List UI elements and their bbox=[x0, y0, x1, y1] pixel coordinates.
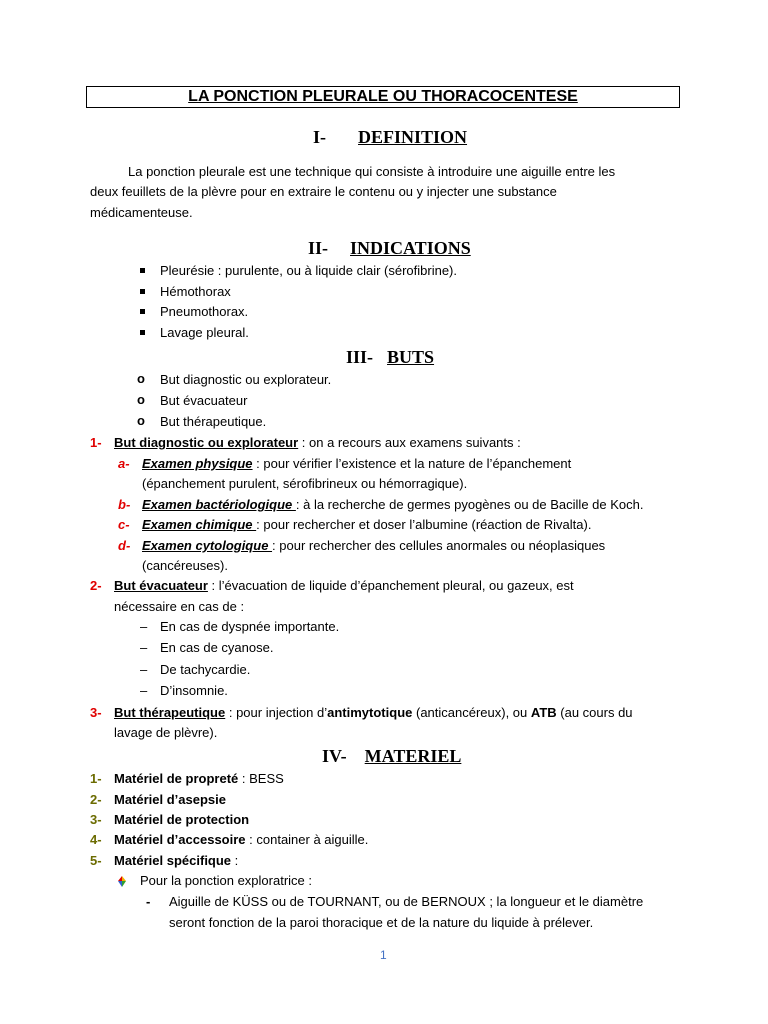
aiguille-line-1: Aiguille de KÜSS ou de TOURNANT, ou de BERNOUX ; la longueur et le diamètre bbox=[169, 894, 644, 909]
but-therapeutique-label: But thérapeutique bbox=[114, 705, 226, 720]
materiel-item bbox=[114, 811, 249, 829]
square-bullet-icon bbox=[140, 268, 145, 273]
indication-item: Lavage pleural. bbox=[160, 325, 249, 340]
section-heading-materiel bbox=[322, 745, 461, 767]
exam-label: Examen chimique bbox=[142, 517, 257, 532]
list-number: 3- bbox=[90, 705, 102, 720]
dash-bullet-icon: – bbox=[140, 640, 148, 655]
page-number: 1 bbox=[380, 948, 387, 962]
materiel-text: : BESS bbox=[238, 771, 284, 786]
section-heading-buts bbox=[346, 346, 434, 368]
section-label: DEFINITION bbox=[358, 127, 468, 147]
materiel-item bbox=[114, 831, 368, 849]
exam-continuation: (cancéreuses). bbox=[142, 558, 228, 573]
but-therapeutique-text: : pour injection d’ bbox=[225, 705, 328, 720]
materiel-label: Matériel d’accessoire bbox=[114, 832, 246, 847]
section-number: I- bbox=[313, 127, 326, 147]
but-diagnostic-text: : on a recours aux examens suivants : bbox=[298, 435, 521, 450]
but-evacuateur-text: : l’évacuation de liquide d’épanchement pleural, ou gazeux, est bbox=[207, 578, 574, 593]
exam-item bbox=[142, 537, 605, 555]
materiel-label: Matériel de propreté bbox=[114, 771, 239, 786]
section-number: IV- bbox=[322, 746, 347, 766]
case-item: En cas de dyspnée importante. bbox=[160, 619, 340, 634]
but-therapeutique-text: (au cours du bbox=[556, 705, 633, 720]
exam-item bbox=[142, 516, 591, 534]
exam-label: Examen physique bbox=[142, 456, 253, 471]
ponction-exploratrice-item: Pour la ponction exploratrice : bbox=[140, 873, 312, 888]
list-number: 4- bbox=[90, 832, 102, 847]
case-item: De tachycardie. bbox=[160, 662, 251, 677]
but-evacuateur-heading bbox=[114, 577, 574, 595]
exam-continuation: (épanchement purulent, sérofibrineux ou hémorragique). bbox=[142, 476, 468, 491]
list-letter: c- bbox=[118, 517, 130, 532]
but-evacuateur-continuation: nécessaire en cas de : bbox=[114, 599, 245, 614]
exam-text: : pour rechercher des cellules anormales ou néoplasiques bbox=[272, 538, 606, 553]
case-item: D’insomnie. bbox=[160, 683, 228, 698]
but-therapeutique-continuation: lavage de plèvre). bbox=[114, 725, 218, 740]
definition-line-1: La ponction pleurale est une technique qui consiste à introduire une aiguille entre les bbox=[128, 164, 616, 179]
o-bullet-icon: o bbox=[137, 392, 145, 407]
but-therapeutique-text: (anticancéreux), ou bbox=[412, 705, 531, 720]
indication-item: Hémothorax bbox=[160, 284, 231, 299]
exam-text: : pour rechercher et doser l’albumine (réaction de Rivalta). bbox=[256, 517, 592, 532]
arrow-bullet-icon bbox=[116, 876, 128, 888]
o-bullet-icon: o bbox=[137, 371, 145, 386]
list-number: 1- bbox=[90, 435, 102, 450]
list-number: 3- bbox=[90, 812, 102, 827]
list-number: 2- bbox=[90, 792, 102, 807]
section-number: II- bbox=[308, 238, 329, 258]
materiel-item bbox=[114, 791, 226, 809]
square-bullet-icon bbox=[140, 309, 145, 314]
definition-line-3: médicamenteuse. bbox=[90, 205, 193, 220]
dash-bullet-icon: – bbox=[140, 683, 148, 698]
aiguille-line-2: seront fonction de la paroi thoracique et de la nature du liquide à prélever. bbox=[169, 915, 594, 930]
atb-term: ATB bbox=[530, 705, 557, 720]
exam-text: : à la recherche de germes pyogènes ou de Bacille de Koch. bbox=[295, 497, 644, 512]
list-number: 5- bbox=[90, 853, 102, 868]
definition-line-2: deux feuillets de la plèvre pour en extraire le contenu ou y injecter une substance bbox=[90, 184, 557, 199]
materiel-label: Matériel de protection bbox=[114, 812, 250, 827]
but-item: But diagnostic ou explorateur. bbox=[160, 372, 332, 387]
list-letter: b- bbox=[118, 497, 131, 512]
list-number: 1- bbox=[90, 771, 102, 786]
but-item: But thérapeutique. bbox=[160, 414, 267, 429]
exam-label: Examen bactériologique bbox=[142, 497, 296, 512]
case-item: En cas de cyanose. bbox=[160, 640, 274, 655]
but-therapeutique-heading bbox=[114, 704, 633, 722]
materiel-label: Matériel d’asepsie bbox=[114, 792, 226, 807]
list-number: 2- bbox=[90, 578, 102, 593]
but-diagnostic-label: But diagnostic ou explorateur bbox=[114, 435, 299, 450]
but-item: But évacuateur bbox=[160, 393, 248, 408]
list-letter: d- bbox=[118, 538, 131, 553]
materiel-item bbox=[114, 852, 238, 870]
document-title: LA PONCTION PLEURALE OU THORACOCENTESE bbox=[86, 86, 680, 108]
but-diagnostic-heading bbox=[114, 434, 521, 452]
but-evacuateur-label: But évacuateur bbox=[114, 578, 208, 593]
exam-label: Examen cytologique bbox=[142, 538, 273, 553]
section-heading-definition bbox=[313, 126, 467, 148]
indication-item: Pleurésie : purulente, ou à liquide clair (sérofibrine). bbox=[160, 263, 457, 278]
section-label: MATERIEL bbox=[364, 746, 462, 766]
o-bullet-icon: o bbox=[137, 413, 145, 428]
materiel-text: : bbox=[231, 853, 239, 868]
materiel-item bbox=[114, 770, 284, 788]
section-heading-indications bbox=[308, 237, 471, 259]
exam-item bbox=[142, 496, 643, 514]
exam-text: : pour vérifier l’existence et la nature de l’épanchement bbox=[252, 456, 572, 471]
materiel-text: : container à aiguille. bbox=[245, 832, 369, 847]
section-label: BUTS bbox=[387, 347, 435, 367]
dash-bullet-icon: – bbox=[140, 619, 148, 634]
indication-item: Pneumothorax. bbox=[160, 304, 249, 319]
square-bullet-icon bbox=[140, 289, 145, 294]
list-letter: a- bbox=[118, 456, 130, 471]
dash-bullet-icon: – bbox=[140, 662, 148, 677]
dash-bullet-icon: - bbox=[146, 894, 151, 909]
section-label: INDICATIONS bbox=[350, 238, 471, 258]
square-bullet-icon bbox=[140, 330, 145, 335]
section-number: III- bbox=[346, 347, 374, 367]
materiel-label: Matériel spécifique bbox=[114, 853, 232, 868]
exam-item bbox=[142, 455, 571, 473]
antimytotique-term: antimytotique bbox=[327, 705, 413, 720]
